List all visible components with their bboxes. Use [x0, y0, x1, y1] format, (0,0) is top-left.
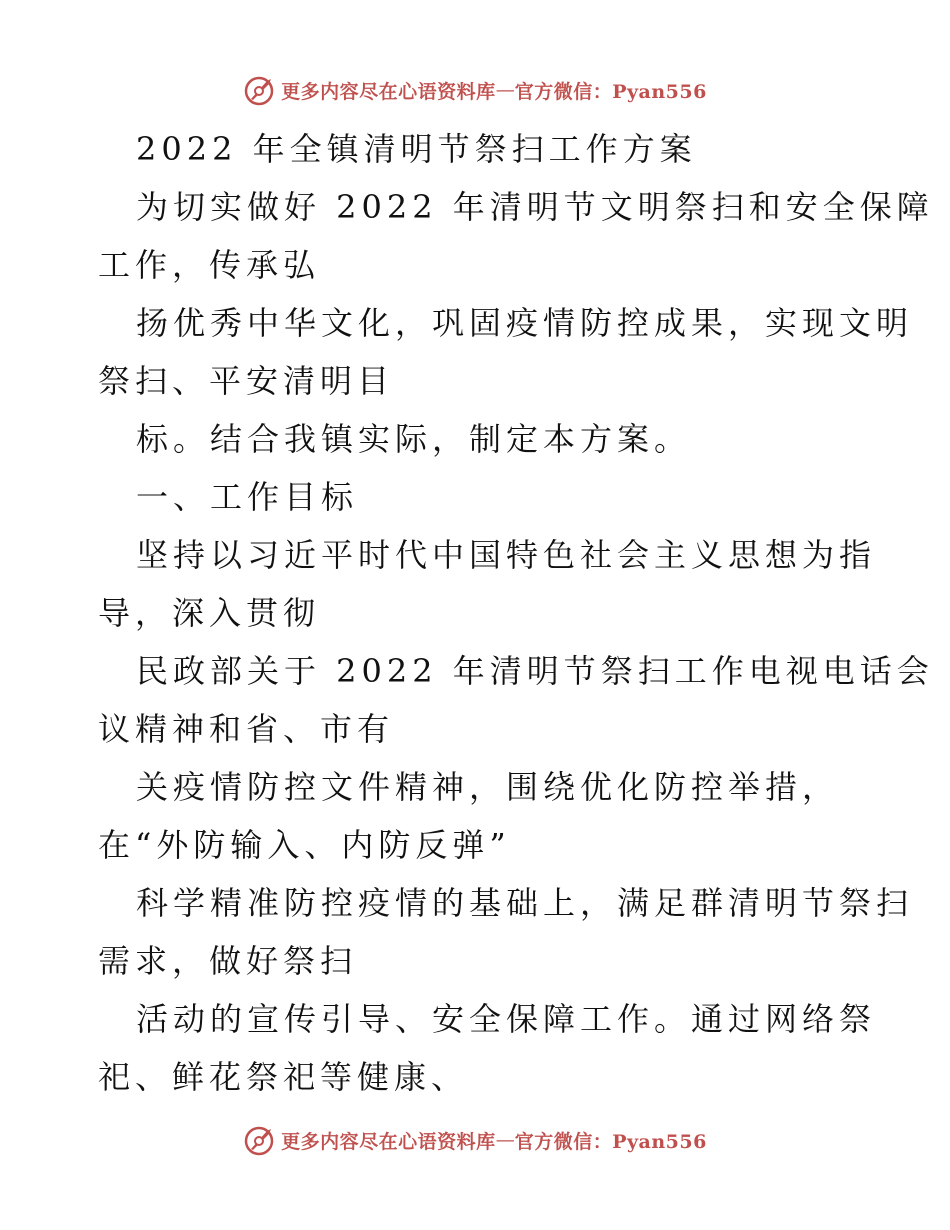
text-line: 关疫情防控文件精神，围绕优化防控举措，: [136, 768, 840, 806]
section-heading: 一、工作目标: [136, 478, 359, 516]
text-line: 扬优秀中华文化，巩固疫情防控成果，实现文明: [136, 304, 914, 342]
footer-watermark: [0, 1120, 950, 1160]
text-line: 祭扫、平安清明目: [98, 362, 395, 400]
text-line: 活动的宣传引导、安全保障工作。通过网络祭: [136, 1000, 877, 1038]
watermark-suffix: 官方微信：Pyan556: [514, 80, 707, 103]
quill-logo-icon: [243, 1123, 277, 1157]
text-line: 坚持以习近平时代中国特色社会主义思想为指: [136, 536, 877, 574]
text-line: 议精神和省、市有: [98, 710, 395, 748]
watermark-suffix: 官方微信：Pyan556: [514, 1130, 707, 1153]
watermark-separator: —: [495, 79, 515, 101]
text-line: 需求，做好祭扫: [98, 942, 358, 980]
document-body: [98, 120, 934, 1106]
document-title: 2022 年全镇清明节祭扫工作方案: [136, 130, 697, 168]
watermark-text: 更多内容尽在心语资料库: [281, 1130, 496, 1153]
text-line: 在“外防输入、内防反弹”: [98, 826, 511, 864]
text-line: 标。结合我镇实际，制定本方案。: [136, 420, 692, 458]
text-line: 科学精准防控疫情的基础上，满足群清明节祭扫: [136, 884, 914, 922]
quill-logo-icon: [243, 73, 277, 107]
text-line: 导，深入贯彻: [98, 594, 321, 632]
text-line: 民政部关于 2022 年清明节祭扫工作电视电话会: [136, 652, 934, 690]
watermark-text: 更多内容尽在心语资料库: [281, 80, 496, 103]
header-watermark: [0, 70, 950, 110]
text-line: 为切实做好 2022 年清明节文明祭扫和安全保障: [136, 188, 934, 226]
text-line: 祀、鲜花祭祀等健康、: [98, 1058, 469, 1096]
watermark-separator: —: [495, 1129, 515, 1151]
text-line: 工作，传承弘: [98, 246, 321, 284]
